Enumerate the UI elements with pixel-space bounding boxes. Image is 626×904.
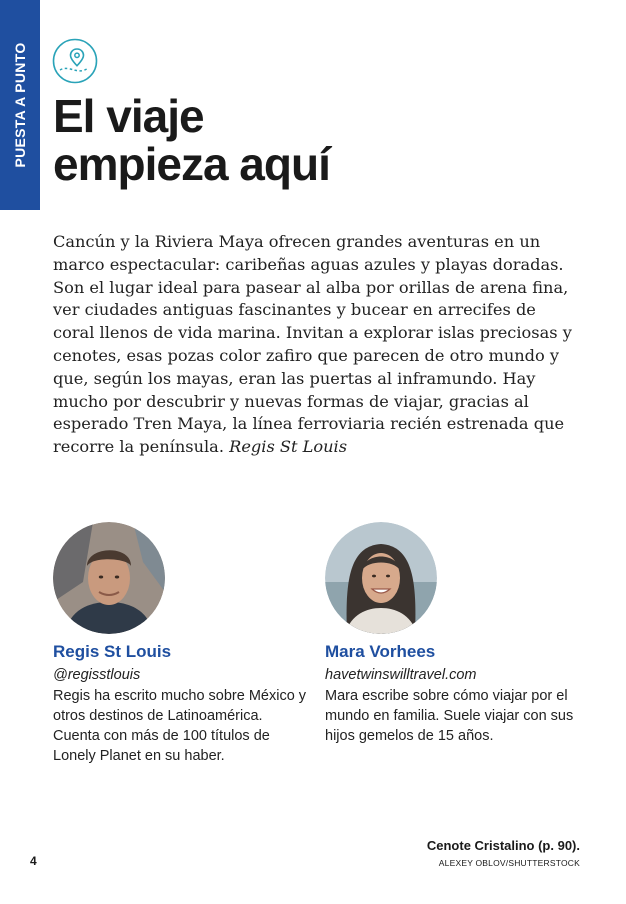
section-tab <box>0 0 40 210</box>
intro-paragraph <box>53 231 581 459</box>
intro-text: Cancún y la Riviera Maya ofrecen grandes aventuras en un marco espectacular: caribeñas aguas azules y playas doradas. Son el lugar ideal para pasear al alba por orillas de arena fina, ver ciudades antiguas fascinantes y bucear en arrecifes de coral llenos de vida marina. Invitan a explorar islas preciosas y cenotes, esas pozas color zafiro que parecen de otro mundo y que, según los mayas, eran las puertas al inframundo. Hay mucho por descubrir y nuevas formas de viajar, gracias al esperado Tren Maya, la línea ferroviaria recién estrenada que recorre la península. <box>53 232 572 457</box>
photo-caption <box>427 838 580 868</box>
page-title <box>53 92 330 188</box>
title-line-1: El viaje <box>53 90 204 142</box>
section-tab-label: PUESTA A PUNTO <box>12 42 28 168</box>
author-card-mara <box>325 522 585 746</box>
author-handle[interactable]: havetwinswilltravel.com <box>325 667 477 683</box>
avatar <box>53 522 165 634</box>
author-card-regis <box>53 522 313 766</box>
title-line-2: empieza aquí <box>53 138 330 190</box>
author-name: Mara Vorhees <box>325 642 436 661</box>
author-name: Regis St Louis <box>53 642 172 661</box>
map-pin-route-icon <box>52 38 98 84</box>
caption-title: Cenote Cristalino (p. 90). <box>426 838 580 853</box>
author-handle[interactable]: @regisstlouis <box>53 667 141 683</box>
avatar <box>325 522 437 634</box>
page-number: 4 <box>30 854 37 868</box>
author-bio: Regis ha escrito mucho sobre México y otros destinos de Latinoamérica. Cuenta con más de 100 títulos de Lonely Planet en su haber. <box>53 688 307 764</box>
author-bio: Mara escribe sobre cómo viajar por el mundo en familia. Suele viajar con sus hijos gemelos de 15 años. <box>325 688 574 744</box>
photo-credit: ALEXEY OBLOV/SHUTTERSTOCK <box>438 858 580 868</box>
intro-signature: Regis St Louis <box>229 437 348 457</box>
